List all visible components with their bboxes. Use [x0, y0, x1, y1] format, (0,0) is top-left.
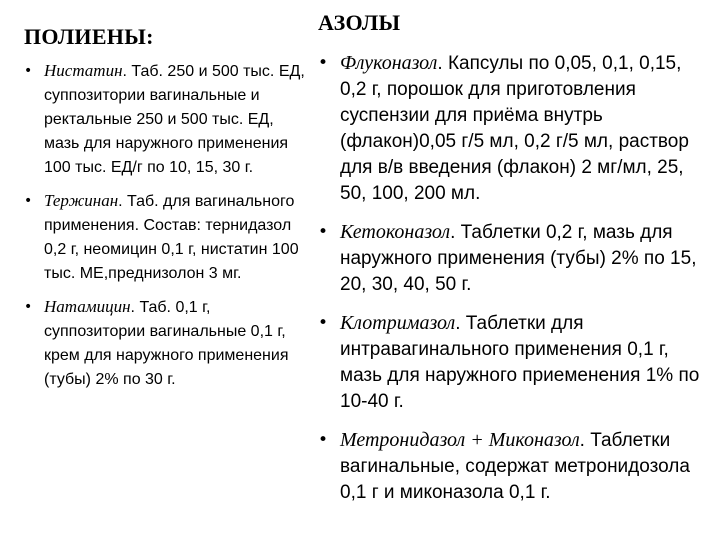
drug-description: . Таблетки вагинальные, содержат метронидозола 0,1 г и миконазола 0,1 г. — [340, 430, 690, 503]
polyenes-list — [24, 59, 306, 401]
bullet-icon: • — [318, 430, 329, 450]
bullet-icon: • — [318, 53, 329, 73]
list-item-nystatin — [24, 59, 306, 180]
bullet-icon: • — [318, 222, 329, 242]
drug-name: Кетоконазол — [340, 221, 451, 243]
drug-description: . Таб. 0,1 г, суппозитории вагинальные 0,1 г, крем для наружного применения (тубы) 2% по 30 г. — [44, 299, 289, 388]
azoles-list — [318, 50, 713, 518]
drug-name: Натамицин — [44, 297, 131, 316]
drug-name: Флуконазол — [340, 52, 438, 74]
drug-name: Тержинан — [44, 191, 119, 210]
drug-description: . Таблетки 0,2 г, мазь для наружного применения (тубы) 2% по 15, 20, 30, 40, 50 г. — [340, 222, 697, 295]
list-item-metronidazole-miconazole — [318, 427, 713, 506]
drug-name: Нистатин — [44, 61, 123, 80]
list-item-fluconazole — [318, 50, 713, 207]
bullet-icon: • — [24, 193, 33, 209]
list-item-terzhinan — [24, 189, 306, 286]
list-item-ketoconazole — [318, 219, 713, 298]
polyenes-heading: ПОЛИЕНЫ: — [24, 24, 154, 49]
bullet-icon: • — [318, 313, 329, 333]
list-item-natamycin — [24, 295, 306, 392]
drug-description: . Таблетки для интравагинального применения 0,1 г, мазь для наружного приеменения 1% по 10-40 г. — [340, 313, 700, 412]
drug-name: Метронидазол + Миконазол — [340, 429, 580, 451]
bullet-icon: • — [24, 63, 33, 79]
drug-description: . Таб. для вагинального применения. Состав: тернидазол 0,2 г, неомицин 0,1 г, нистатин 100 тыс. МЕ,преднизолон 3 мг. — [44, 193, 299, 282]
list-item-clotrimazole — [318, 310, 713, 415]
drug-name: Клотримазол — [340, 312, 456, 334]
azoles-heading: АЗОЛЫ — [318, 10, 401, 35]
drug-description: . Таб. 250 и 500 тыс. ЕД, суппозитории вагинальные и ректальные 250 и 500 тыс. ЕД, мазь для наружного применения 100 тыс. ЕД/г по 10, 15, 30 г. — [44, 63, 305, 176]
bullet-icon: • — [24, 299, 33, 315]
drug-description: . Капсулы по 0,05, 0,1, 0,15, 0,2 г, порошок для приготовления суспензии для приёма внутрь (флакон)0,05 г/5 мл, 0,2 г/5 мл, раствор для в/в введения (флакон) 2 мг/мл, 25, 50, 100, 200 мл. — [340, 53, 689, 204]
